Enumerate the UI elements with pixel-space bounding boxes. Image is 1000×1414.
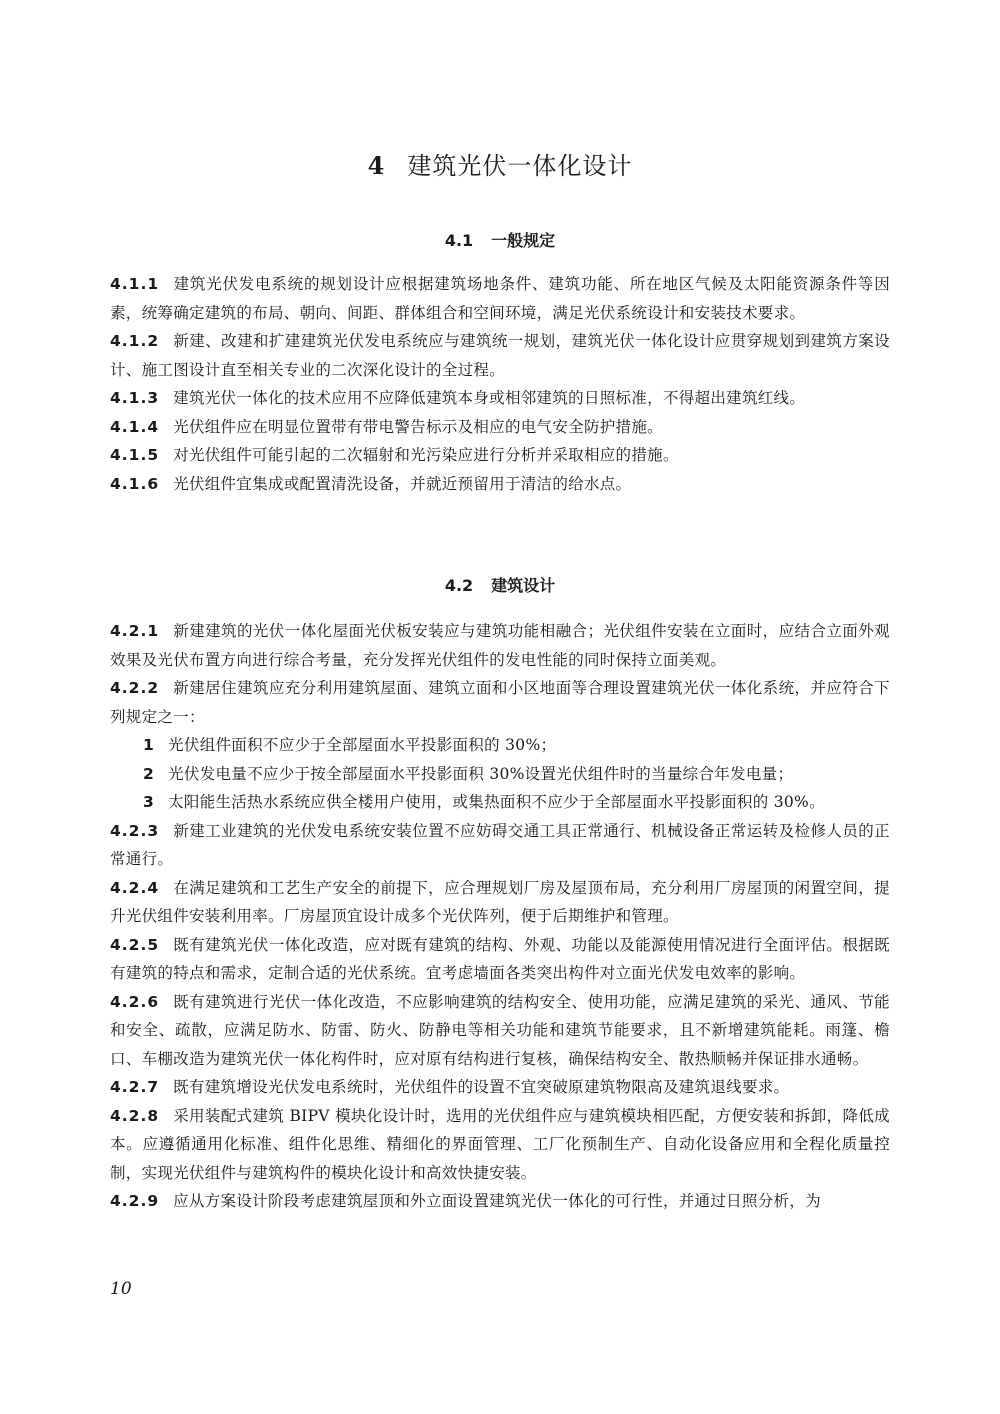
clause-4-2-9 [110,1187,890,1216]
clause-text: 对光伏组件可能引起的二次辐射和光污染应进行分析并采取相应的措施。 [173,446,679,464]
clause-4-1-5 [110,441,890,470]
chapter-title-text: 建筑光伏一体化设计 [407,152,633,180]
clause-number: 4.2.2 [110,679,160,697]
clause-4-2-1 [110,617,890,674]
section-4-1-body [110,270,890,498]
clause-4-2-2 [110,674,890,731]
clause-number: 4.1.5 [110,446,160,464]
clause-4-1-1 [110,270,890,327]
clause-text: 应从方案设计阶段考虑建筑屋顶和外立面设置建筑光伏一体化的可行性，并通过日照分析，为 [173,1192,821,1210]
clause-4-2-3 [110,817,890,874]
clause-number: 4.2.3 [110,821,160,840]
list-item-1 [143,731,890,760]
list-item-text: 光伏组件面积不应少于全部屋面水平投影面积的 30%； [168,736,557,754]
clause-text: 光伏组件宜集成或配置清洗设备，并就近预留用于清洁的给水点。 [173,474,632,493]
clause-number: 4.1.1 [110,275,160,293]
section-number: 4.1 [444,231,474,250]
clause-text: 新建工业建筑的光伏发电系统安装位置不应妨碍交通工具正常通行、机械设备正常运转及检修人员的正常通行。 [110,821,890,868]
clause-number: 4.2.5 [110,935,160,954]
clause-4-1-6 [110,470,890,499]
clause-text: 在满足建筑和工艺生产安全的前提下，应合理规划厂房及屋顶布局，充分利用厂房屋顶的闲置空间，提升光伏组件安装利用率。厂房屋顶宜设计成多个光伏阵列，便于后期维护和管理。 [110,878,890,925]
section-4-2-body [110,617,890,1216]
list-item-number: 1 [143,736,155,754]
list-item-text: 太阳能生活热水系统应供全楼用户使用，或集热面积不应少于全部屋面水平投影面积的 30%。 [168,793,825,811]
section-title-4-2 [0,573,1000,596]
list-item-number: 3 [143,793,155,811]
clause-text: 建筑光伏发电系统的规划设计应根据建筑场地条件、建筑功能、所在地区气候及太阳能资源条件等因素，统筹确定建筑的布局、朝向、间距、群体组合和空间环境，满足光伏系统设计和安装技术要求。 [110,275,890,322]
clause-text: 新建、改建和扩建建筑光伏发电系统应与建筑统一规划，建筑光伏一体化设计应贯穿规划到建筑方案设计、施工图设计直至相关专业的二次深化设计的全过程。 [110,332,890,379]
section-title-4-1 [0,228,1000,251]
chapter-title [0,146,1000,181]
clause-text: 新建建筑的光伏一体化屋面光伏板安装应与建筑功能相融合；光伏组件安装在立面时，应结合立面外观效果及光伏布置方向进行综合考量，充分发挥光伏组件的发电性能的同时保持立面美观。 [110,622,890,669]
clause-text: 光伏组件应在明显位置带有带电警告标示及相应的电气安全防护措施。 [173,417,663,436]
clause-number: 4.2.1 [110,622,160,640]
clause-number: 4.1.4 [110,417,160,436]
clause-number: 4.2.7 [110,1078,160,1096]
clause-text: 既有建筑进行光伏一体化改造，不应影响建筑的结构安全、使用功能，应满足建筑的采光、通风、节能和安全、疏散，应满足防水、防雷、防火、防静电等相关功能和建筑节能要求，且不新增建筑能耗。雨篷、檐口、车棚改造为建筑光伏一体化构件时，应对原有结构进行复核，确保结构安全、散热顺畅并保证排水通畅。 [110,992,890,1068]
clause-text: 建筑光伏一体化的技术应用不应降低建筑本身或相邻建筑的日照标准，不得超出建筑红线。 [173,389,806,407]
list-item-text: 光伏发电量不应少于按全部屋面水平投影面积 30%设置光伏组件时的当量综合年发电量； [168,764,794,783]
clause-4-2-5 [110,931,890,988]
clause-text: 新建居住建筑应充分利用建筑屋面、建筑立面和小区地面等合理设置建筑光伏一体化系统，并应符合下列规定之一： [110,679,890,726]
section-title-text: 一般规定 [491,231,556,250]
list-item-2 [143,760,890,789]
clause-4-1-3 [110,384,890,413]
clause-number: 4.2.4 [110,878,160,897]
clause-number: 4.2.9 [110,1192,160,1210]
chapter-number: 4 [367,151,386,180]
clause-text: 采用装配式建筑 BIPV 模块化设计时，选用的光伏组件应与建筑模块相匹配，方便安装和拆卸，降低成本。应遵循通用化标准、组件化思维、精细化的界面管理、工厂化预制生产、自动化设备应用和全程化质量控制，实现光伏组件与建筑构件的模块化设计和高效快捷安装。 [110,1106,890,1182]
clause-4-1-2 [110,327,890,384]
clause-number: 4.1.6 [110,474,160,493]
clause-4-2-8 [110,1102,890,1188]
clause-4-1-4 [110,413,890,442]
clause-number: 4.1.2 [110,332,160,350]
clause-4-2-4 [110,874,890,931]
list-item-3 [143,788,890,817]
page-number: 10 [110,1279,132,1299]
clause-text: 既有建筑光伏一体化改造，应对既有建筑的结构、外观、功能以及能源使用情况进行全面评估。根据既有建筑的特点和需求，定制合适的光伏系统。宜考虑墙面各类突出构件对立面光伏发电效率的影响。 [110,935,890,982]
clause-number: 4.1.3 [110,389,160,407]
section-number: 4.2 [444,576,474,595]
clause-number: 4.2.8 [110,1106,160,1125]
clause-number: 4.2.6 [110,992,160,1011]
list-item-number: 2 [143,764,155,783]
clause-4-2-7 [110,1073,890,1102]
clause-text: 既有建筑增设光伏发电系统时，光伏组件的设置不宜突破原建筑物限高及建筑退线要求。 [173,1078,790,1096]
section-title-text: 建筑设计 [491,576,556,595]
clause-4-2-6 [110,988,890,1074]
